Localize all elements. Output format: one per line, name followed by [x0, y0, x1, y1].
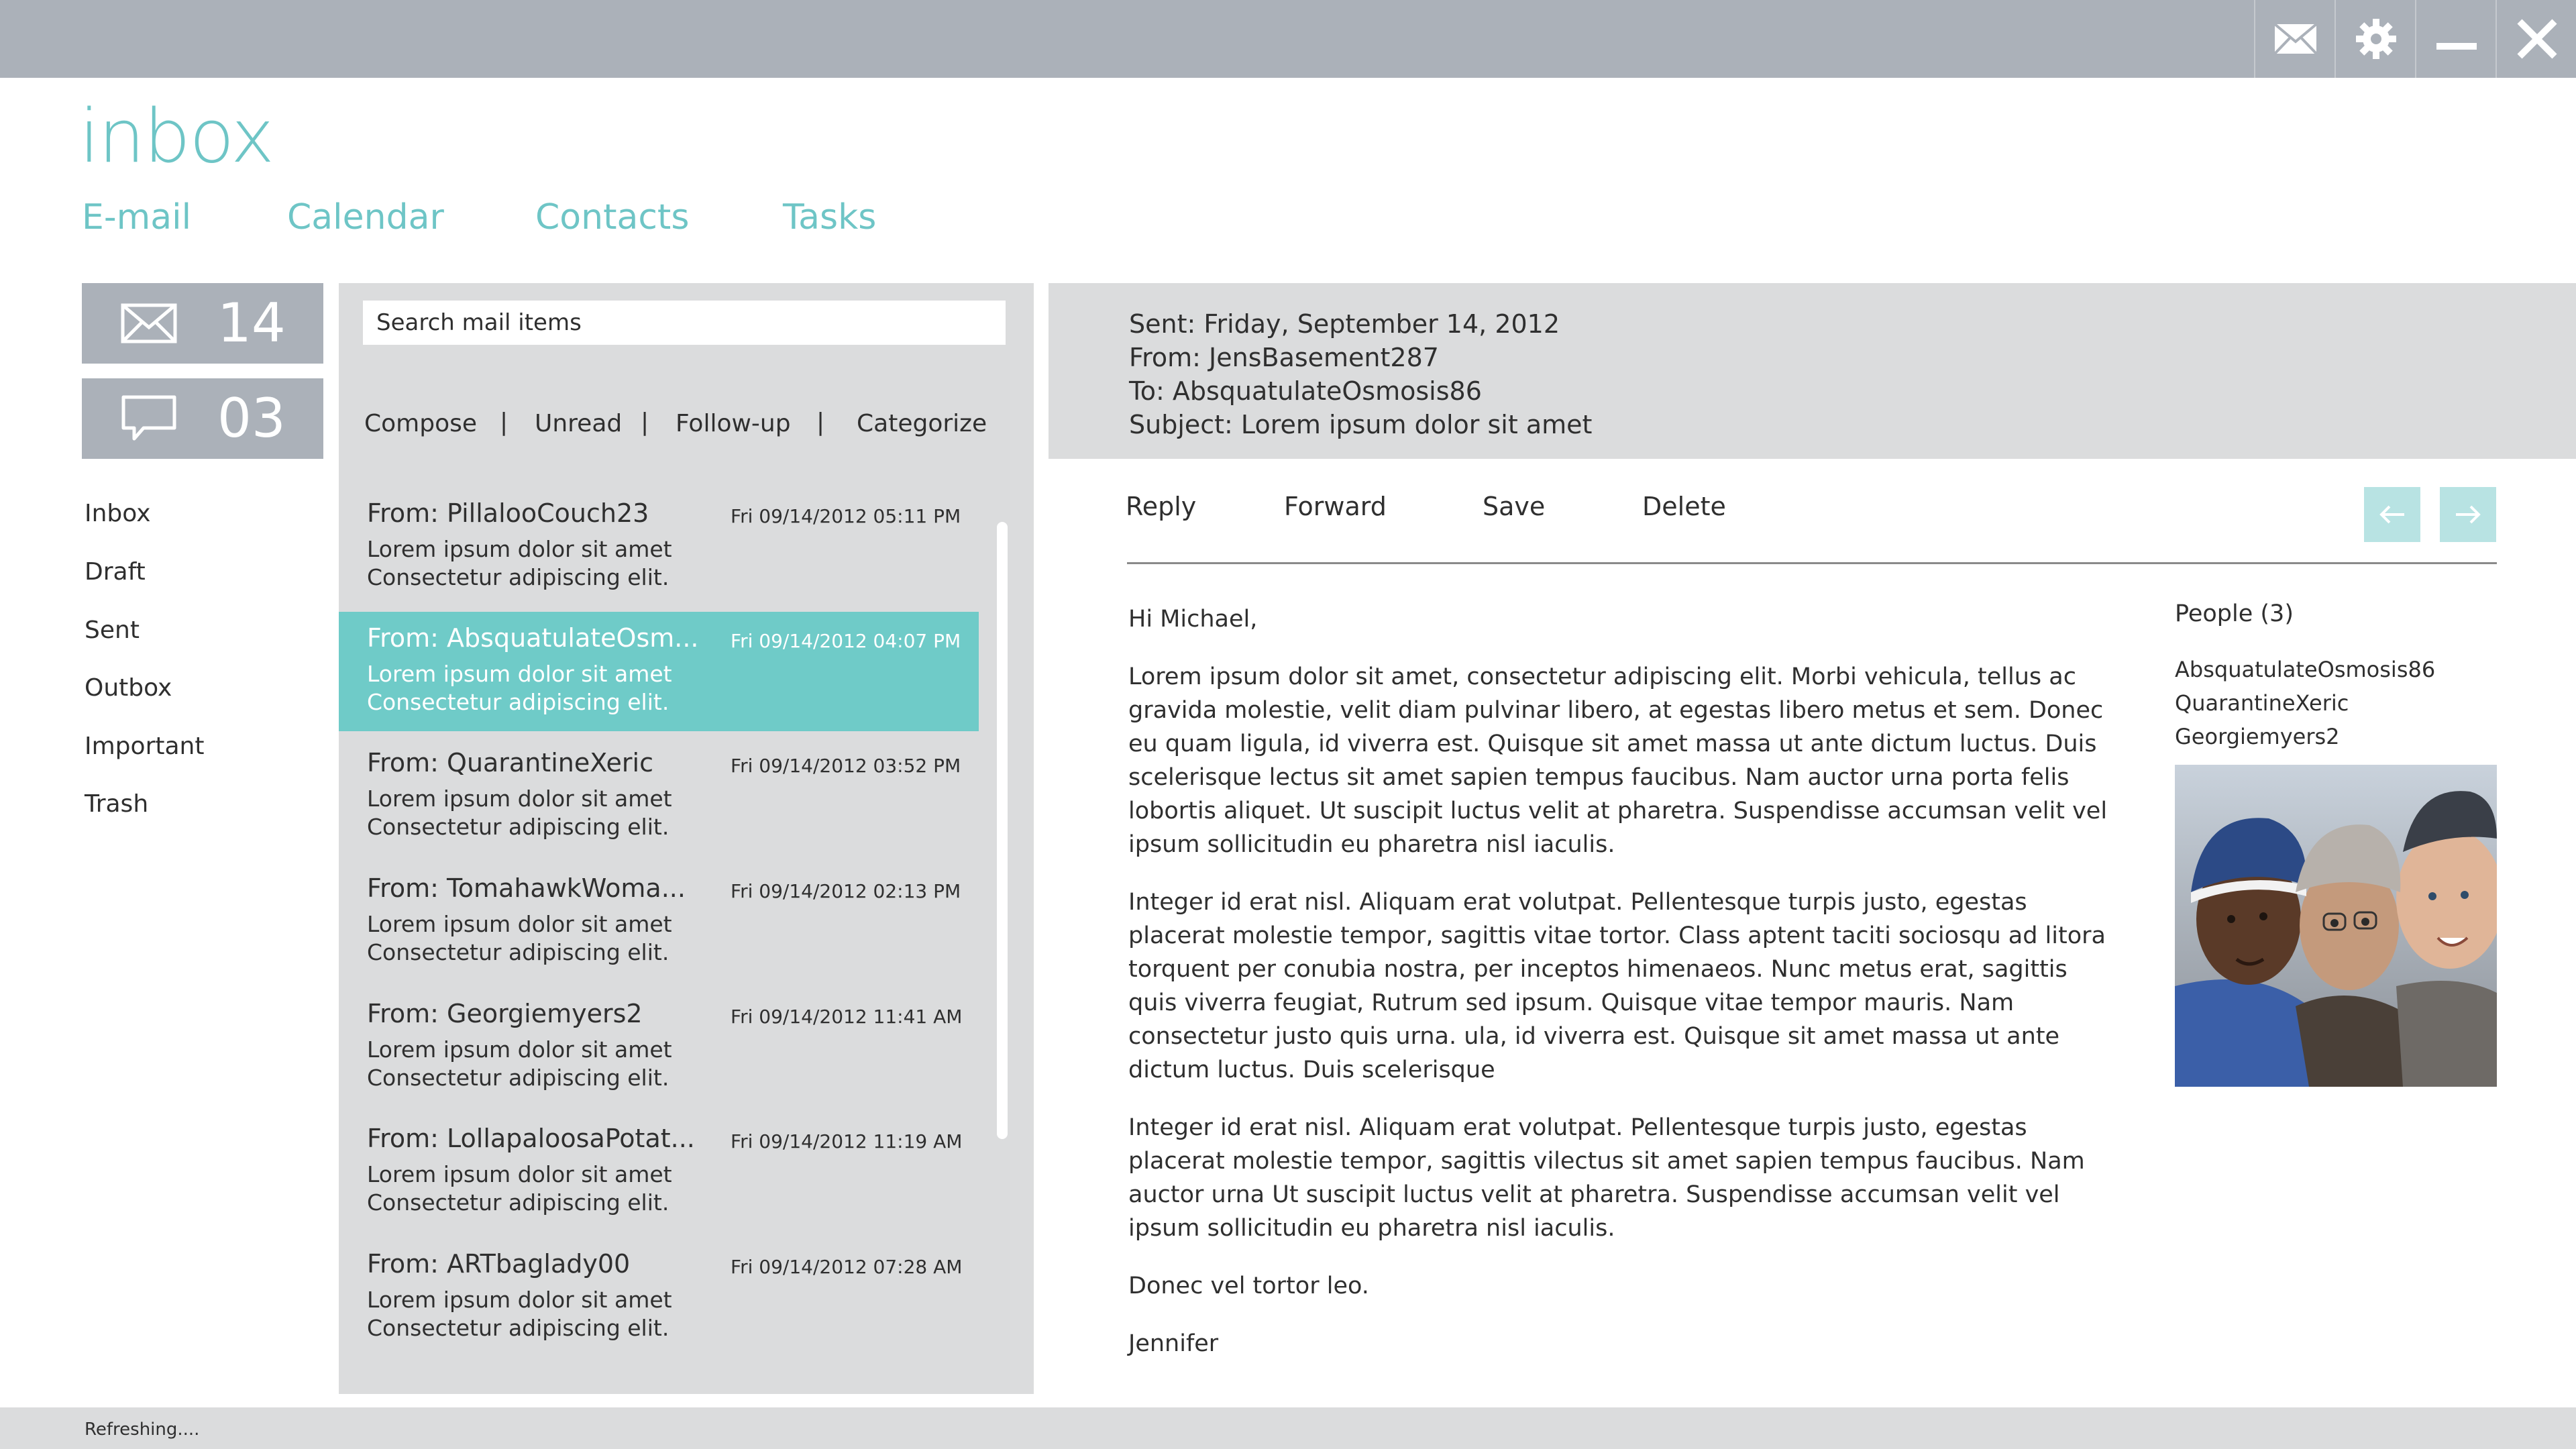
mail-sender: From: AbsquatulateOsm...	[367, 623, 699, 653]
tab-calendar[interactable]: Calendar	[287, 197, 444, 237]
mail-date: Fri 09/14/2012 04:07 PM	[731, 630, 961, 652]
message-subject: Subject: Lorem ipsum dolor sit amet	[1129, 410, 1593, 439]
tab-email[interactable]: E-mail	[82, 197, 192, 237]
message-paragraph: Integer id erat nisl. Aliquam erat volutpat. Pellentesque turpis justo, egestas placerat molestie tempor, sagittis vitae tortor. Class aptent taciti sociosqu ad litora torquent per conubia nostra, per inceptos himenaeos. Nunc metus erat, sagittis quis viverra feugiat, Rutrum sed ipsum. Quisque vitae tempor mauris. Nam consectetur justo quis urna. ula, id viverra est. Quisque sit amet massa ut ante dictum luctus. Duis scelerisque	[1128, 889, 2106, 1083]
action-separator: |	[500, 409, 508, 436]
mail-date: Fri 09/14/2012 05:11 PM	[731, 505, 961, 527]
folder-inbox[interactable]: Inbox	[85, 500, 151, 527]
message-signature: Jennifer	[1128, 1330, 1219, 1357]
status-text: Refreshing....	[85, 1419, 200, 1440]
message-sent: Sent: Friday, September 14, 2012	[1129, 309, 1560, 339]
mail-subject: Lorem ipsum dolor sit amet	[367, 911, 672, 937]
minimize-icon	[2435, 17, 2478, 60]
reply-button[interactable]: Reply	[1126, 492, 1197, 521]
mail-count: 14	[217, 292, 286, 354]
folder-sent[interactable]: Sent	[85, 616, 140, 644]
mail-subject: Lorem ipsum dolor sit amet	[367, 1161, 672, 1187]
gear-icon	[2355, 17, 2398, 60]
unread-button[interactable]: Unread	[535, 410, 623, 437]
message-from: From: JensBasement287	[1129, 343, 1439, 372]
mail-icon	[2273, 23, 2318, 55]
mail-sender: From: Georgiemyers2	[367, 999, 643, 1028]
message-greeting: Hi Michael,	[1128, 606, 1258, 633]
mail-subject: Lorem ipsum dolor sit amet	[367, 1036, 672, 1063]
page-title: inbox	[79, 93, 274, 179]
mail-subject: Lorem ipsum dolor sit amet	[367, 536, 672, 562]
mail-date: Fri 09/14/2012 02:13 PM	[731, 880, 961, 902]
mail-sender: From: LollapaloosaPotat...	[367, 1124, 695, 1153]
mail-list-item[interactable]	[339, 987, 979, 1107]
people-photo	[2175, 765, 2497, 1087]
mail-counter[interactable]	[82, 283, 323, 364]
next-message-button[interactable]	[2440, 487, 2496, 542]
mail-subject: Lorem ipsum dolor sit amet	[367, 661, 672, 687]
mail-date: Fri 09/14/2012 11:41 AM	[731, 1006, 963, 1028]
mail-preview: Consectetur adipiscing elit.	[367, 939, 669, 965]
delete-button[interactable]: Delete	[1642, 492, 1726, 521]
mail-date: Fri 09/14/2012 03:52 PM	[731, 755, 961, 777]
folder-draft[interactable]: Draft	[85, 558, 146, 586]
mail-list-item[interactable]	[339, 1238, 979, 1357]
mail-list-pane	[339, 283, 1034, 1394]
mail-sender: From: ARTbaglady00	[367, 1249, 631, 1279]
close-button[interactable]	[2496, 0, 2576, 78]
person-name[interactable]: QuarantineXeric	[2175, 690, 2349, 716]
folder-outbox[interactable]: Outbox	[85, 674, 172, 702]
message-divider	[1127, 562, 2497, 564]
mail-preview: Consectetur adipiscing elit.	[367, 814, 669, 840]
mail-preview: Consectetur adipiscing elit.	[367, 1315, 669, 1341]
action-separator: |	[816, 409, 825, 436]
mail-list-item[interactable]	[339, 737, 979, 856]
person-name[interactable]: AbsquatulateOsmosis86	[2175, 657, 2436, 682]
mail-list-item-selected[interactable]	[339, 612, 979, 731]
folder-trash[interactable]: Trash	[85, 790, 149, 818]
person-name[interactable]: Georgiemyers2	[2175, 724, 2340, 749]
chat-bubble-icon	[121, 394, 177, 443]
mail-list-item[interactable]	[339, 487, 979, 606]
message-paragraph: Integer id erat nisl. Aliquam erat volutpat. Pellentesque turpis justo, egestas placerat molestie tempor, sagittis vilectus sit amet sapien tempus faucibus. Nam auctor urna Ut suscipit luctus velit at pharetra. Suspendisse accumsan velit vel ipsum sollicitudin eu pharetra nisl iaculis.	[1128, 1114, 2085, 1242]
settings-button[interactable]	[2334, 0, 2416, 78]
action-separator: |	[641, 409, 649, 436]
message-to: To: AbsquatulateOsmosis86	[1129, 376, 1482, 406]
tab-contacts[interactable]: Contacts	[535, 197, 690, 237]
message-count: 03	[217, 387, 286, 449]
status-bar	[0, 1407, 2576, 1449]
message-body	[1128, 602, 2108, 1385]
close-icon	[2516, 17, 2559, 60]
message-paragraph: Donec vel tortor leo.	[1128, 1273, 1369, 1299]
people-title: People (3)	[2175, 600, 2294, 627]
tab-tasks[interactable]: Tasks	[783, 197, 877, 237]
mail-preview: Consectetur adipiscing elit.	[367, 1189, 669, 1216]
mail-preview: Consectetur adipiscing elit.	[367, 1065, 669, 1091]
mail-date: Fri 09/14/2012 07:28 AM	[731, 1256, 963, 1278]
compose-button[interactable]: Compose	[364, 410, 478, 437]
mail-window-button[interactable]	[2254, 0, 2336, 78]
mail-list-scrollbar[interactable]	[997, 522, 1008, 1139]
save-button[interactable]: Save	[1483, 492, 1546, 521]
forward-button[interactable]: Forward	[1284, 492, 1387, 521]
mail-sender: From: TomahawkWoma...	[367, 873, 686, 903]
categorize-button[interactable]: Categorize	[857, 410, 987, 437]
mail-subject: Lorem ipsum dolor sit amet	[367, 1287, 672, 1313]
mail-list-item[interactable]	[339, 1112, 979, 1232]
message-counter[interactable]	[82, 378, 323, 459]
mail-preview: Consectetur adipiscing elit.	[367, 689, 669, 715]
arrow-right-icon	[2455, 504, 2481, 525]
mail-date: Fri 09/14/2012 11:19 AM	[731, 1130, 963, 1152]
previous-message-button[interactable]	[2364, 487, 2420, 542]
search-input[interactable]	[363, 301, 1006, 345]
message-header	[1049, 283, 2576, 459]
envelope-icon	[121, 303, 177, 343]
mail-preview: Consectetur adipiscing elit.	[367, 564, 669, 590]
title-bar	[0, 0, 2576, 78]
message-paragraph: Lorem ipsum dolor sit amet, consectetur adipiscing elit. Morbi vehicula, tellus ac gravida molestie, velit diam pulvinar libero, at egestas libero metus et sem. Donec eu quam ligula, id viverra est. Quisque sit amet massa ut ante dictum luctus. Duis scelerisque lectus sit amet sapien tempus faucibus. Nam auctor urna porta felis lobortis aliquet. Ut suscipit luctus velit at pharetra. Suspendisse accumsan velit vel ipsum sollicitudin eu pharetra nisl iaculis.	[1128, 663, 2108, 858]
mail-subject: Lorem ipsum dolor sit amet	[367, 786, 672, 812]
mail-sender: From: QuarantineXeric	[367, 748, 653, 777]
minimize-button[interactable]	[2415, 0, 2497, 78]
folder-important[interactable]: Important	[85, 733, 205, 760]
mail-list-item[interactable]	[339, 862, 979, 981]
follow-up-button[interactable]: Follow-up	[676, 410, 791, 437]
mail-sender: From: PillalooCouch23	[367, 498, 649, 528]
arrow-left-icon	[2379, 504, 2406, 525]
